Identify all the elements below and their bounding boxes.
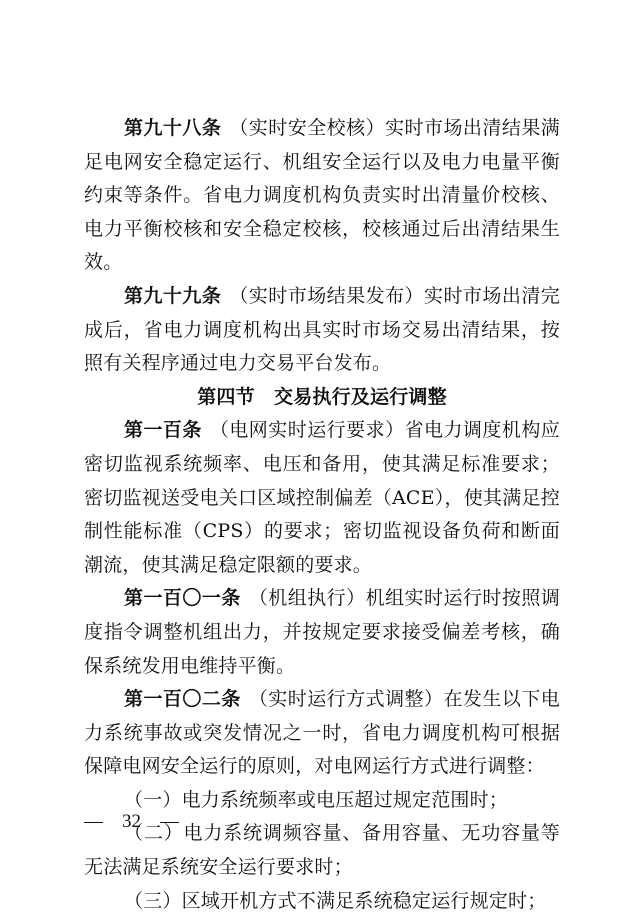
article-100 (84, 414, 560, 582)
article-102 (84, 683, 560, 784)
article-number: 第一百〇一条 (124, 587, 241, 610)
document-body (84, 112, 560, 918)
list-item-3: （三）区域开机方式不满足系统稳定运行规定时； (124, 889, 547, 912)
section-heading: 第四节 交易执行及运行调整 (197, 385, 447, 408)
article-text: （实时市场结果发布）实时市场出清完成后，省电力调度机构出具实时市场交易出清结果，按照有关程序通过电力交易平台发布。 (84, 284, 560, 375)
article-number: 第九十八条 (124, 117, 222, 139)
article-number: 第一百〇二条 (124, 688, 241, 711)
article-text: （实时运行方式调整）在发生以下电力系统事故或突发情况之一时，省电力调度机构可根据保障电网安全运行的原则，对电网运行方式进行调整： (84, 688, 561, 778)
article-99 (84, 280, 560, 381)
article-number: 第九十九条 (124, 284, 222, 307)
article-text: （电网实时运行要求）省电力调度机构应密切监视系统频率、电压和备用，使其满足标准要求；密切监视送受电关口区域控制偏差（ACE），使其满足控制性能标准（CPS）的要求；密切监视设备负荷和断面潮流，使其满足稳定限额的要求。 (84, 419, 560, 576)
article-text: （实时安全校核）实时市场出清结果满足电网安全稳定运行、机组安全运行以及电力电量平衡约束等条件。省电力调度机构负责实时出清量价校核、电力平衡校核和安全稳定校核，校核通过后出清结果生效。 (84, 117, 560, 274)
page-number: — 32 — (84, 811, 180, 832)
article-number: 第一百条 (124, 419, 202, 442)
article-98 (84, 112, 560, 280)
article-101 (84, 582, 560, 683)
article-text: （机组执行）机组实时运行时按照调度指令调整机组出力，并按规定要求接受偏差考核，确保系统发用电维持平衡。 (84, 587, 561, 677)
list-item-1: （一）电力系统频率或电压超过规定范围时； (124, 788, 509, 811)
list-item-2: （二）电力系统调频容量、备用容量、无功容量等无法满足系统安全运行要求时； (84, 822, 560, 879)
